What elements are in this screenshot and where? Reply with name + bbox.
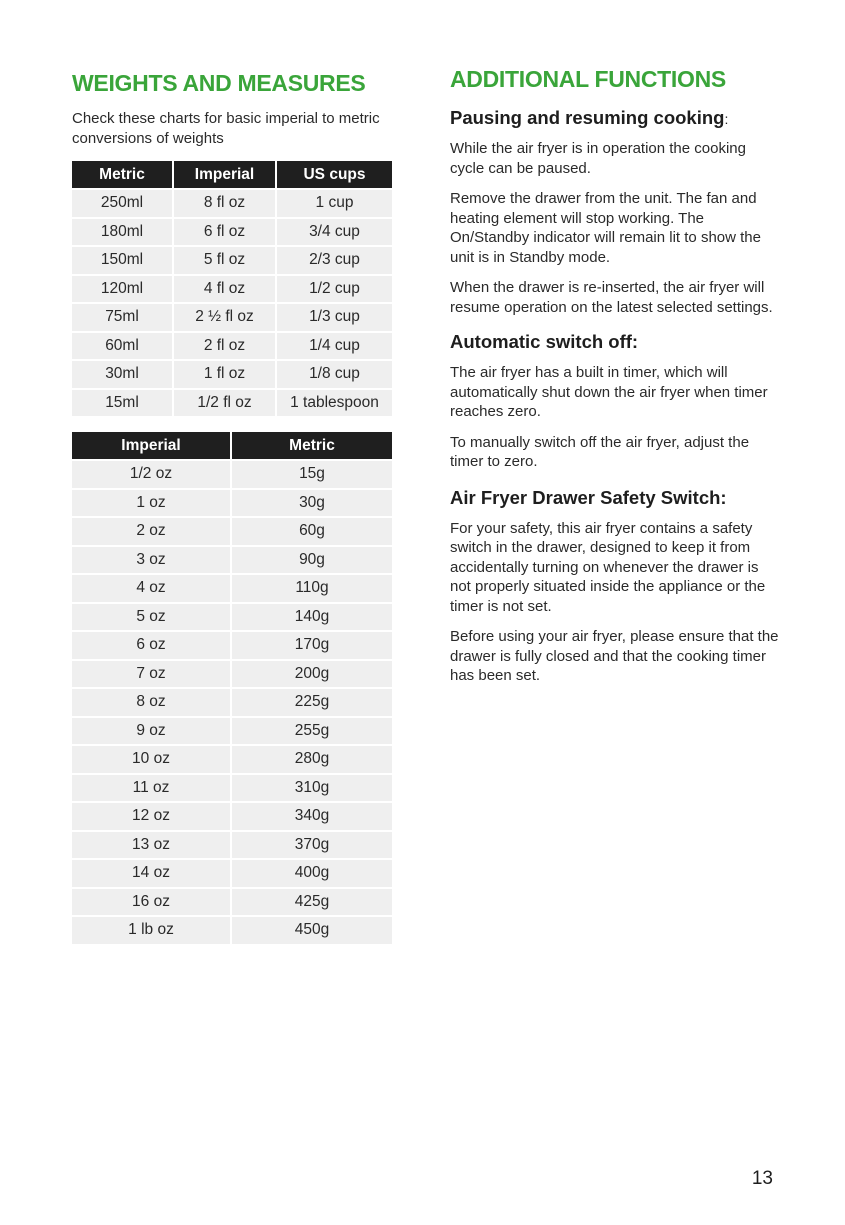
table-cell: 1/8 cup bbox=[277, 361, 392, 388]
table-row bbox=[72, 461, 392, 488]
table-row bbox=[72, 689, 392, 716]
table-cell: 2/3 cup bbox=[277, 247, 392, 274]
table-row bbox=[72, 832, 392, 859]
table-row bbox=[72, 276, 392, 303]
safety-paragraph-1: For your safety, this air fryer contains a safety switch in the drawer, designed to keep it from accidentally turning on whenever the drawer is not properly situated inside the appliance or the timer is not set. bbox=[450, 519, 766, 615]
pausing-heading bbox=[450, 107, 780, 129]
table-row bbox=[72, 917, 392, 944]
table-row bbox=[72, 889, 392, 916]
table-row bbox=[72, 361, 392, 388]
table-row bbox=[72, 333, 392, 360]
table-cell: 4 oz bbox=[72, 575, 230, 602]
table-cell: 280g bbox=[232, 746, 392, 773]
table-cell: 12 oz bbox=[72, 803, 230, 830]
table-cell: 170g bbox=[232, 632, 392, 659]
table-row bbox=[72, 860, 392, 887]
table-cell: 180ml bbox=[72, 219, 172, 246]
table-cell: 5 fl oz bbox=[174, 247, 275, 274]
pausing-paragraph-1: While the air fryer is in operation the cooking cycle can be paused. bbox=[450, 140, 746, 177]
additional-functions-column bbox=[450, 66, 780, 686]
table-row bbox=[72, 575, 392, 602]
table-cell: 15ml bbox=[72, 390, 172, 417]
table-cell: 255g bbox=[232, 718, 392, 745]
weights-measures-title: WEIGHTS AND MEASURES bbox=[72, 70, 366, 96]
table-row bbox=[72, 190, 392, 217]
table-cell: 10 oz bbox=[72, 746, 230, 773]
table-row bbox=[72, 490, 392, 517]
additional-functions-title: ADDITIONAL FUNCTIONS bbox=[450, 66, 726, 92]
table-cell: 200g bbox=[232, 661, 392, 688]
pausing-heading-text: Pausing and resuming cooking bbox=[450, 107, 725, 128]
table-cell: 1/2 fl oz bbox=[174, 390, 275, 417]
auto-off-heading: Automatic switch off: bbox=[450, 331, 639, 352]
liquid-conversion-table bbox=[70, 159, 394, 418]
table-cell: 3/4 cup bbox=[277, 219, 392, 246]
table-row bbox=[72, 547, 392, 574]
table-cell: 2 ½ fl oz bbox=[174, 304, 275, 331]
table-row bbox=[72, 604, 392, 631]
table-cell: 5 oz bbox=[72, 604, 230, 631]
header-metric: Metric bbox=[232, 432, 392, 459]
table-cell: 2 fl oz bbox=[174, 333, 275, 360]
table-cell: 3 oz bbox=[72, 547, 230, 574]
table-cell: 60ml bbox=[72, 333, 172, 360]
table-row bbox=[72, 219, 392, 246]
weight-conversion-table bbox=[70, 430, 394, 946]
table-cell: 60g bbox=[232, 518, 392, 545]
table-row bbox=[72, 390, 392, 417]
table-row bbox=[72, 746, 392, 773]
table-cell: 1 fl oz bbox=[174, 361, 275, 388]
table-cell: 1/4 cup bbox=[277, 333, 392, 360]
table-row bbox=[72, 632, 392, 659]
table-cell: 140g bbox=[232, 604, 392, 631]
pausing-paragraph-2: Remove the drawer from the unit. The fan and heating element will stop working. The On/Standby indicator will remain lit to show the unit is in Standby mode. bbox=[450, 190, 761, 266]
table-cell: 1 lb oz bbox=[72, 917, 230, 944]
table-row bbox=[72, 775, 392, 802]
table-cell: 8 oz bbox=[72, 689, 230, 716]
table-row bbox=[72, 304, 392, 331]
table-cell: 16 oz bbox=[72, 889, 230, 916]
table-cell: 13 oz bbox=[72, 832, 230, 859]
table-cell: 1 cup bbox=[277, 190, 392, 217]
table-cell: 1/3 cup bbox=[277, 304, 392, 331]
table-cell: 9 oz bbox=[72, 718, 230, 745]
weights-measures-column bbox=[72, 70, 394, 946]
table-cell: 450g bbox=[232, 917, 392, 944]
table-row bbox=[72, 247, 392, 274]
table-cell: 90g bbox=[232, 547, 392, 574]
table-cell: 120ml bbox=[72, 276, 172, 303]
header-metric: Metric bbox=[72, 161, 172, 188]
table-cell: 6 oz bbox=[72, 632, 230, 659]
header-imperial: Imperial bbox=[174, 161, 275, 188]
auto-off-paragraph-1: The air fryer has a built in timer, which will automatically shut down the air fryer when timer reaches zero. bbox=[450, 364, 768, 420]
safety-switch-heading: Air Fryer Drawer Safety Switch: bbox=[450, 486, 727, 508]
table-cell: 110g bbox=[232, 575, 392, 602]
table-cell: 4 fl oz bbox=[174, 276, 275, 303]
table-cell: 425g bbox=[232, 889, 392, 916]
table-cell: 2 oz bbox=[72, 518, 230, 545]
table-cell: 400g bbox=[232, 860, 392, 887]
table-cell: 370g bbox=[232, 832, 392, 859]
header-imperial: Imperial bbox=[72, 432, 230, 459]
table-row bbox=[72, 518, 392, 545]
table-cell: 310g bbox=[232, 775, 392, 802]
table-cell: 30ml bbox=[72, 361, 172, 388]
table-cell: 7 oz bbox=[72, 661, 230, 688]
table-cell: 6 fl oz bbox=[174, 219, 275, 246]
page-number: 13 bbox=[751, 1168, 773, 1189]
table-header-row bbox=[72, 432, 392, 459]
pausing-heading-colon: : bbox=[724, 111, 729, 127]
table-cell: 150ml bbox=[72, 247, 172, 274]
safety-paragraph-2: Before using your air fryer, please ensure that the drawer is fully closed and that the cooking timer has been set. bbox=[450, 628, 779, 684]
header-us-cups: US cups bbox=[277, 161, 392, 188]
table-cell: 250ml bbox=[72, 190, 172, 217]
table-cell: 340g bbox=[232, 803, 392, 830]
table-cell: 11 oz bbox=[72, 775, 230, 802]
table-header-row bbox=[72, 161, 392, 188]
table-cell: 1/2 oz bbox=[72, 461, 230, 488]
table-cell: 30g bbox=[232, 490, 392, 517]
table-cell: 1 oz bbox=[72, 490, 230, 517]
table-cell: 1/2 cup bbox=[277, 276, 392, 303]
table-row bbox=[72, 661, 392, 688]
table-cell: 1 tablespoon bbox=[277, 390, 392, 417]
auto-off-paragraph-2: To manually switch off the air fryer, adjust the timer to zero. bbox=[450, 433, 750, 470]
weights-intro-text: Check these charts for basic imperial to metric conversions of weights bbox=[72, 110, 380, 147]
table-cell: 225g bbox=[232, 689, 392, 716]
table-cell: 8 fl oz bbox=[174, 190, 275, 217]
pausing-paragraph-3: When the drawer is re-inserted, the air fryer will resume operation on the latest selected settings. bbox=[450, 279, 773, 316]
table-cell: 75ml bbox=[72, 304, 172, 331]
table-row bbox=[72, 803, 392, 830]
table-cell: 14 oz bbox=[72, 860, 230, 887]
table-row bbox=[72, 718, 392, 745]
table-cell: 15g bbox=[232, 461, 392, 488]
